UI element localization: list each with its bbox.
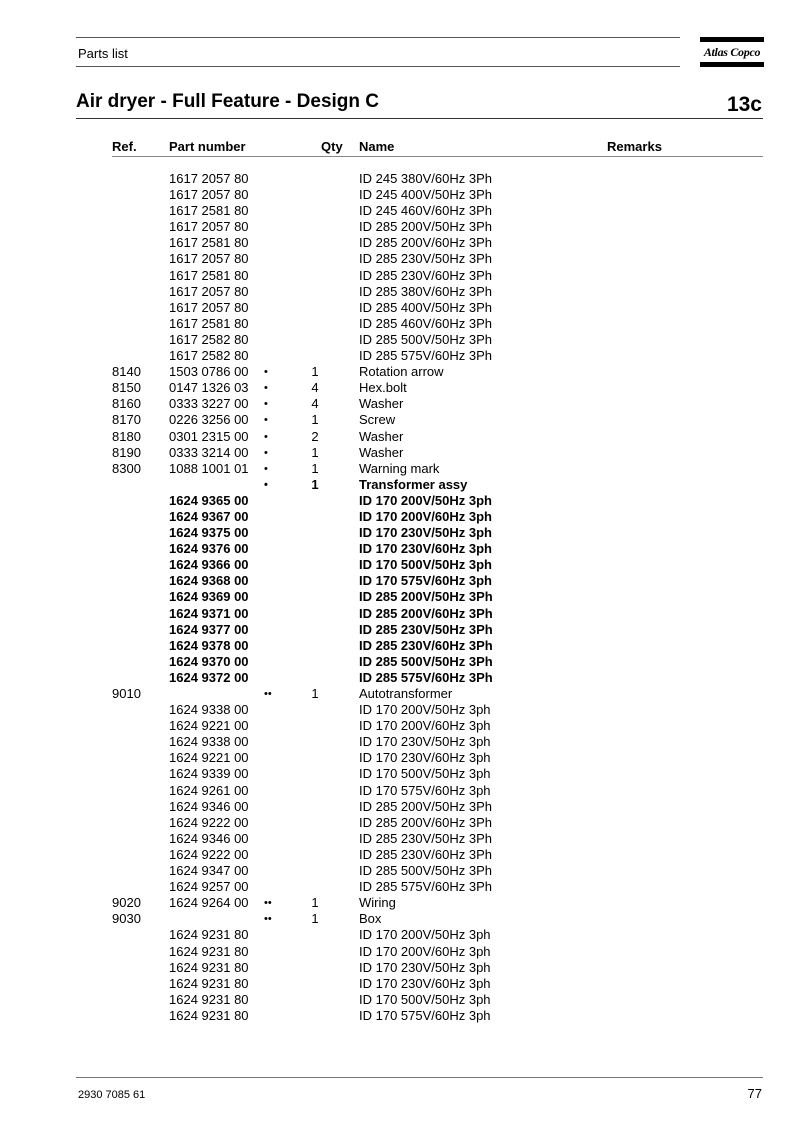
cell-name: ID 170 230V/50Hz 3ph xyxy=(359,734,491,750)
cell-part-number: 1617 2581 80 xyxy=(169,235,249,251)
cell-level-dots: • xyxy=(264,478,268,491)
cell-name: Screw xyxy=(359,412,396,428)
table-row xyxy=(0,219,800,235)
cell-part-number: 1617 2581 80 xyxy=(169,267,249,283)
cell-name: ID 285 575V/60Hz 3Ph xyxy=(359,348,492,364)
cell-part-number: 0333 3227 00 xyxy=(169,396,249,412)
cell-part-number: 1624 9339 00 xyxy=(169,766,249,782)
cell-level-dots: • xyxy=(264,398,268,411)
cell-level-dots: • xyxy=(264,446,268,459)
cell-name: Washer xyxy=(359,396,404,412)
cell-name: ID 170 200V/50Hz 3ph xyxy=(359,492,492,508)
cell-name: ID 285 230V/60Hz 3Ph xyxy=(359,846,492,862)
cell-part-number: 1624 9261 00 xyxy=(169,782,249,798)
cell-qty: 1 xyxy=(311,686,319,701)
table-row xyxy=(0,863,800,879)
cell-part-number: 1624 9370 00 xyxy=(169,653,249,669)
cell-name: ID 170 230V/50Hz 3ph xyxy=(359,959,491,975)
table-row xyxy=(0,364,800,380)
cell-level-dots: • xyxy=(264,366,268,379)
parts-table xyxy=(0,171,800,1024)
table-row xyxy=(0,944,800,960)
cell-name: ID 245 400V/50Hz 3Ph xyxy=(359,187,492,203)
cell-name: ID 285 230V/60Hz 3Ph xyxy=(359,637,493,653)
table-row xyxy=(0,670,800,686)
cell-part-number: 1624 9231 80 xyxy=(169,943,249,959)
table-row xyxy=(0,702,800,718)
cell-level-dots: • xyxy=(264,462,268,475)
cell-name: ID 285 200V/60Hz 3Ph xyxy=(359,814,492,830)
table-row xyxy=(0,348,800,364)
table-row xyxy=(0,654,800,670)
cell-name: ID 170 200V/50Hz 3ph xyxy=(359,927,491,943)
cell-part-number: 0147 1326 03 xyxy=(169,380,249,396)
cell-part-number: 0226 3256 00 xyxy=(169,412,249,428)
cell-part-number: 1624 9221 00 xyxy=(169,750,249,766)
cell-name: ID 285 230V/50Hz 3Ph xyxy=(359,251,492,267)
table-row xyxy=(0,895,800,911)
section-number: 13c xyxy=(726,93,762,116)
cell-part-number: 1624 9338 00 xyxy=(169,702,249,718)
cell-part-number: 1624 9375 00 xyxy=(169,525,249,541)
cell-name: ID 285 575V/60Hz 3Ph xyxy=(359,879,492,895)
cell-name: ID 170 200V/60Hz 3ph xyxy=(359,718,491,734)
cell-name: ID 285 460V/60Hz 3Ph xyxy=(359,315,492,331)
table-row xyxy=(0,718,800,734)
cell-name: Box xyxy=(359,911,382,927)
cell-part-number: 1624 9367 00 xyxy=(169,508,249,524)
cell-name: Washer xyxy=(359,444,404,460)
table-row xyxy=(0,927,800,943)
cell-name: ID 285 500V/50Hz 3Ph xyxy=(359,331,492,347)
table-row xyxy=(0,847,800,863)
cell-name: ID 170 230V/60Hz 3ph xyxy=(359,541,492,557)
cell-part-number: 1617 2057 80 xyxy=(169,299,249,315)
table-row xyxy=(0,750,800,766)
table-row xyxy=(0,638,800,654)
cell-part-number: 1624 9365 00 xyxy=(169,492,249,508)
logo-bottom-bar xyxy=(700,62,764,67)
cell-ref: 9010 xyxy=(112,686,141,701)
table-row xyxy=(0,686,800,702)
cell-name: Autotransformer xyxy=(359,686,453,701)
cell-name: ID 285 380V/60Hz 3Ph xyxy=(359,283,492,299)
cell-part-number: 1088 1001 01 xyxy=(169,460,249,476)
cell-part-number: 1624 9346 00 xyxy=(169,830,249,846)
cell-ref: 8180 xyxy=(112,428,141,444)
cell-name: ID 170 200V/50Hz 3ph xyxy=(359,702,491,718)
cell-name: ID 285 200V/50Hz 3Ph xyxy=(359,589,493,605)
cell-part-number: 1624 9257 00 xyxy=(169,879,249,895)
table-row xyxy=(0,960,800,976)
cell-qty: 1 xyxy=(311,476,319,492)
table-row xyxy=(0,171,800,187)
cell-qty: 1 xyxy=(311,911,319,927)
cell-name: ID 285 400V/50Hz 3Ph xyxy=(359,299,492,315)
column-header-part-number: Part number xyxy=(169,139,246,154)
cell-part-number: 1624 9376 00 xyxy=(169,541,249,557)
cell-part-number: 0301 2315 00 xyxy=(169,428,249,444)
table-row xyxy=(0,187,800,203)
cell-name: ID 170 230V/60Hz 3ph xyxy=(359,975,491,991)
cell-name: ID 285 200V/50Hz 3Ph xyxy=(359,798,492,814)
column-header-remarks: Remarks xyxy=(607,139,662,154)
column-header-rule xyxy=(112,156,763,157)
cell-part-number: 1624 9221 00 xyxy=(169,718,249,734)
cell-name: ID 285 500V/50Hz 3Ph xyxy=(359,653,493,669)
cell-name: Hex.bolt xyxy=(359,380,407,396)
cell-name: ID 285 200V/60Hz 3Ph xyxy=(359,605,493,621)
table-row xyxy=(0,622,800,638)
cell-ref: 8140 xyxy=(112,364,141,380)
table-row xyxy=(0,493,800,509)
cell-part-number: 1617 2057 80 xyxy=(169,251,249,267)
cell-ref: 8170 xyxy=(112,412,141,428)
cell-ref: 9030 xyxy=(112,911,141,927)
cell-name: ID 170 575V/60Hz 3ph xyxy=(359,573,492,589)
header-bottom-rule xyxy=(76,66,680,67)
cell-name: ID 285 500V/50Hz 3Ph xyxy=(359,863,492,879)
table-row xyxy=(0,911,800,927)
table-row xyxy=(0,831,800,847)
cell-qty: 1 xyxy=(311,444,319,460)
cell-part-number: 1624 9231 80 xyxy=(169,975,249,991)
table-row xyxy=(0,766,800,782)
cell-part-number: 1617 2581 80 xyxy=(169,203,249,219)
cell-name: ID 170 230V/50Hz 3ph xyxy=(359,525,492,541)
table-row xyxy=(0,589,800,605)
column-header-qty: Qty xyxy=(321,139,343,154)
table-row xyxy=(0,429,800,445)
cell-part-number: 1624 9231 80 xyxy=(169,959,249,975)
cell-name: ID 285 230V/50Hz 3Ph xyxy=(359,830,492,846)
cell-part-number: 1624 9346 00 xyxy=(169,798,249,814)
cell-ref: 8190 xyxy=(112,444,141,460)
cell-part-number: 1617 2057 80 xyxy=(169,171,249,186)
table-row xyxy=(0,300,800,316)
table-row xyxy=(0,976,800,992)
cell-part-number: 1624 9264 00 xyxy=(169,895,249,911)
cell-ref: 9020 xyxy=(112,895,141,911)
column-header-ref: Ref. xyxy=(112,139,137,154)
cell-name: ID 285 230V/50Hz 3Ph xyxy=(359,621,493,637)
cell-part-number: 1624 9377 00 xyxy=(169,621,249,637)
cell-name: ID 285 575V/60Hz 3Ph xyxy=(359,669,493,685)
table-row xyxy=(0,477,800,493)
cell-name: Rotation arrow xyxy=(359,364,444,380)
cell-part-number: 1624 9369 00 xyxy=(169,589,249,605)
table-row xyxy=(0,525,800,541)
cell-part-number: 1624 9338 00 xyxy=(169,734,249,750)
cell-part-number: 1624 9371 00 xyxy=(169,605,249,621)
table-row xyxy=(0,332,800,348)
cell-level-dots: • xyxy=(264,382,268,395)
cell-part-number: 1617 2582 80 xyxy=(169,348,249,364)
cell-part-number: 1624 9366 00 xyxy=(169,557,249,573)
cell-part-number: 1624 9222 00 xyxy=(169,846,249,862)
cell-qty: 1 xyxy=(311,460,319,476)
table-row xyxy=(0,799,800,815)
table-row xyxy=(0,316,800,332)
cell-part-number: 1624 9347 00 xyxy=(169,863,249,879)
cell-level-dots: •• xyxy=(264,897,272,910)
table-row xyxy=(0,879,800,895)
cell-name: ID 285 200V/50Hz 3Ph xyxy=(359,219,492,235)
logo-text: Atlas Copco xyxy=(703,45,761,59)
cell-part-number: 1624 9222 00 xyxy=(169,814,249,830)
page-number: 77 xyxy=(747,1086,762,1101)
atlas-copco-logo xyxy=(700,37,764,67)
cell-name: ID 170 575V/60Hz 3ph xyxy=(359,782,491,798)
cell-part-number: 1617 2581 80 xyxy=(169,315,249,331)
cell-level-dots: •• xyxy=(264,913,272,926)
cell-name: ID 170 500V/50Hz 3ph xyxy=(359,766,491,782)
table-row xyxy=(0,573,800,589)
cell-name: Washer xyxy=(359,428,404,444)
cell-part-number: 1624 9231 80 xyxy=(169,991,249,1007)
cell-name: ID 170 575V/60Hz 3ph xyxy=(359,1007,491,1023)
column-header-name: Name xyxy=(359,139,395,154)
cell-level-dots: • xyxy=(264,430,268,443)
cell-name: ID 170 200V/60Hz 3ph xyxy=(359,943,491,959)
table-row xyxy=(0,396,800,412)
footer-rule xyxy=(76,1077,763,1078)
cell-part-number: 0333 3214 00 xyxy=(169,444,249,460)
cell-part-number: 1624 9231 80 xyxy=(169,1007,249,1023)
cell-part-number: 1624 9231 80 xyxy=(169,927,249,943)
table-row xyxy=(0,445,800,461)
cell-name: Warning mark xyxy=(359,460,440,476)
cell-qty: 1 xyxy=(311,364,319,380)
cell-name: ID 285 230V/60Hz 3Ph xyxy=(359,267,492,283)
cell-part-number: 1624 9368 00 xyxy=(169,573,249,589)
cell-name: ID 245 460V/60Hz 3Ph xyxy=(359,203,492,219)
table-row xyxy=(0,235,800,251)
cell-ref: 8150 xyxy=(112,380,141,396)
cell-name: ID 285 200V/60Hz 3Ph xyxy=(359,235,492,251)
table-row xyxy=(0,992,800,1008)
cell-part-number: 1503 0786 00 xyxy=(169,364,249,380)
cell-level-dots: • xyxy=(264,414,268,427)
table-row xyxy=(0,509,800,525)
table-row xyxy=(0,380,800,396)
cell-name: ID 170 200V/60Hz 3ph xyxy=(359,508,492,524)
table-row xyxy=(0,541,800,557)
cell-part-number: 1624 9378 00 xyxy=(169,637,249,653)
cell-qty: 1 xyxy=(311,412,319,428)
table-row xyxy=(0,412,800,428)
cell-name: ID 170 230V/60Hz 3ph xyxy=(359,750,491,766)
cell-part-number: 1617 2057 80 xyxy=(169,283,249,299)
title-rule xyxy=(76,118,763,119)
cell-part-number: 1624 9372 00 xyxy=(169,669,249,685)
header-label: Parts list xyxy=(78,46,128,61)
cell-ref: 8300 xyxy=(112,460,141,476)
table-row xyxy=(0,557,800,573)
table-row xyxy=(0,203,800,219)
cell-name: ID 245 380V/60Hz 3Ph xyxy=(359,171,492,186)
table-row xyxy=(0,268,800,284)
cell-name: ID 170 500V/50Hz 3ph xyxy=(359,991,491,1007)
table-row xyxy=(0,1008,800,1024)
cell-name: ID 170 500V/50Hz 3ph xyxy=(359,557,492,573)
cell-part-number: 1617 2057 80 xyxy=(169,187,249,203)
cell-ref: 8160 xyxy=(112,396,141,412)
cell-level-dots: •• xyxy=(264,688,272,700)
table-row xyxy=(0,284,800,300)
cell-name: Wiring xyxy=(359,895,396,911)
header-top-rule xyxy=(76,37,680,38)
table-row xyxy=(0,251,800,267)
table-row xyxy=(0,461,800,477)
table-row xyxy=(0,606,800,622)
table-row xyxy=(0,783,800,799)
cell-qty: 4 xyxy=(311,380,319,396)
document-number: 2930 7085 61 xyxy=(78,1089,146,1101)
table-row xyxy=(0,734,800,750)
cell-part-number: 1617 2057 80 xyxy=(169,219,249,235)
cell-qty: 1 xyxy=(311,895,319,911)
cell-name: Transformer assy xyxy=(359,476,468,492)
page-title: Air dryer - Full Feature - Design C xyxy=(76,91,379,112)
cell-qty: 2 xyxy=(311,428,319,444)
cell-qty: 4 xyxy=(311,396,319,412)
cell-part-number: 1617 2582 80 xyxy=(169,331,249,347)
table-row xyxy=(0,815,800,831)
